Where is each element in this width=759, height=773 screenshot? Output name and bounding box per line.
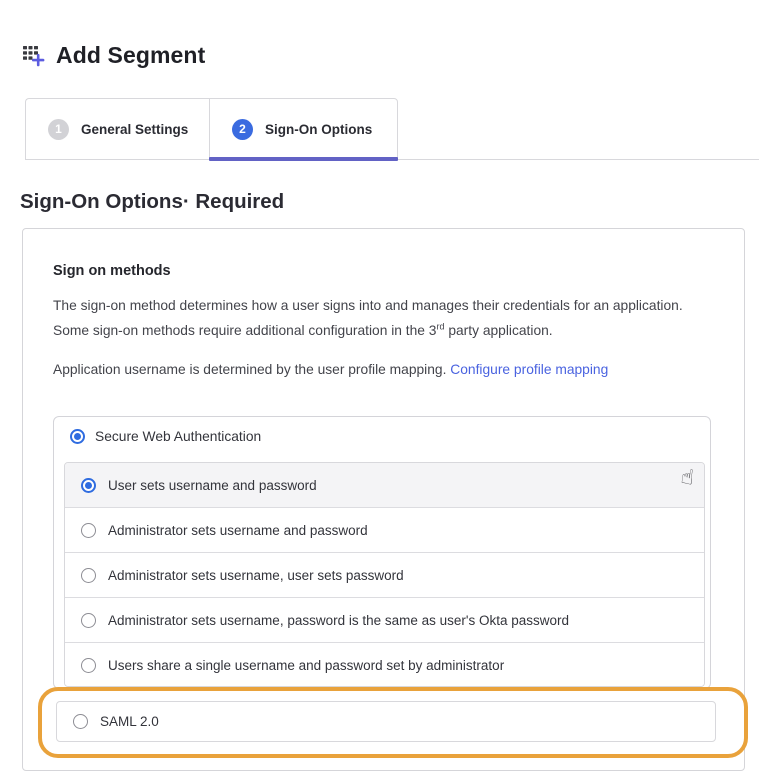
username-mapping-line [53,357,701,382]
swa-method-group [53,416,711,689]
swa-credential-options-list [64,462,705,687]
hand-cursor-icon: ☝ [679,464,696,490]
tab-label: General Settings [81,121,189,137]
radio-button[interactable] [81,568,96,583]
radio-label: Users share a single username and password set by administrator [108,658,505,673]
description-text: The sign-on method determines how a user signs into and manages their credentials for an application. Some sign-on methods require additional configuration in the 3 [53,298,683,338]
configure-profile-mapping-link[interactable]: Configure profile mapping [450,362,609,377]
radio-button[interactable] [81,523,96,538]
radio-label: Secure Web Authentication [95,429,262,444]
radio-button[interactable] [73,714,88,729]
radio-label: Administrator sets username and password [108,522,368,538]
radio-button-selected[interactable] [81,478,96,493]
radio-option-swa[interactable] [70,429,261,444]
radio-label: SAML 2.0 [100,714,159,729]
radio-label: Administrator sets username, user sets password [108,567,404,583]
radio-button[interactable] [81,613,96,628]
radio-label: Administrator sets username, password is the same as user's Okta password [108,612,570,628]
tab-sign-on-options[interactable] [209,98,398,160]
wizard-tabbar [0,98,759,160]
mapping-text: Application username is determined by the user profile mapping. [53,362,451,377]
description-text-2: party application. [444,323,553,338]
segment-grid-plus-icon [22,43,47,68]
step-number-badge: 1 [48,119,69,140]
page-header [22,42,205,69]
radio-button-selected[interactable] [70,429,85,444]
radio-button[interactable] [81,658,96,673]
page-title: Add Segment [56,42,206,68]
radio-option-saml[interactable] [56,701,716,742]
tab-label: Sign-On Options [265,121,373,137]
tab-general-settings[interactable] [25,98,209,160]
step-number-badge: 2 [232,119,253,140]
sign-on-options-panel [22,228,745,771]
radio-label: User sets username and password [108,477,317,493]
radio-option-shared-credentials[interactable] [65,643,704,687]
radio-option-admin-sets-both[interactable] [65,508,704,553]
radio-option-user-sets[interactable] [65,463,704,508]
radio-option-admin-username-user-password[interactable] [65,553,704,598]
description-superscript: rd [436,321,445,332]
radio-option-okta-password[interactable] [65,598,704,643]
section-heading: Sign-On Options· Required [20,190,285,213]
sign-on-methods-heading: Sign on methods [53,263,171,279]
sign-on-description [53,293,701,343]
